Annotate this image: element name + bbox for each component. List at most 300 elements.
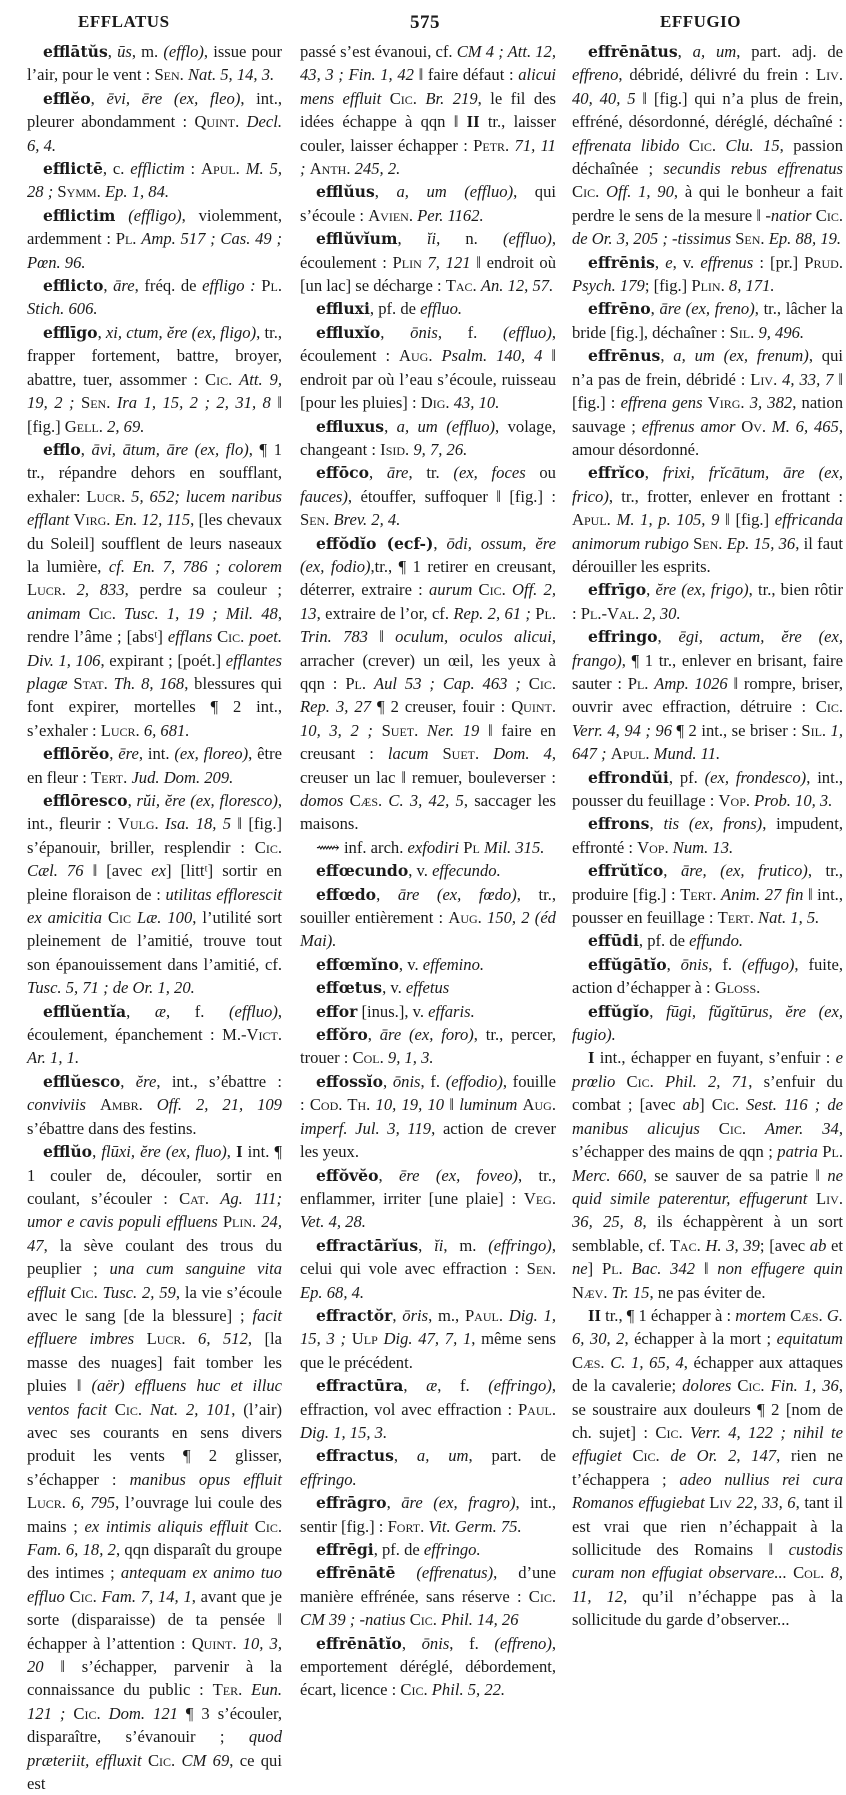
definition-text: , emportement déréglé, débordement, écart, licence : — [300, 1633, 557, 1700]
latin-text: āre (ex, fragro) — [401, 1493, 516, 1513]
definition-text: II — [466, 112, 480, 132]
latin-text: effringo. — [423, 1540, 481, 1559]
dictionary-entry — [300, 180, 556, 227]
latin-text: āre (ex, foro) — [379, 1025, 474, 1045]
headword: effœcundo — [316, 861, 409, 881]
latin-text: xi, ctum, ĕre (ex, fligo) — [105, 322, 257, 342]
latin-text: (ex, frondesco) — [704, 767, 807, 787]
dictionary-entry — [27, 321, 282, 438]
definition-text: , — [663, 861, 681, 881]
definition-text: ‖ — [444, 1095, 460, 1115]
dictionary-entry — [300, 297, 556, 320]
latin-text: rŭi, ĕre (ex, floresco) — [136, 791, 278, 810]
headword: effringo — [588, 627, 658, 647]
definition-text: int., échapper en fuyant, s’enfuir : — [594, 1048, 836, 1068]
latin-text: ēre — [118, 744, 139, 764]
latin-text: animam — [27, 603, 89, 623]
headword: effœmĭno — [316, 954, 399, 974]
latin-text: a, um (effluo) — [396, 182, 514, 202]
definition-text: ‖ endroit par où l’eau s’écoule, ruisseau [pour les pluies] : — [300, 346, 557, 413]
author-citation: Næv. — [572, 1282, 612, 1302]
definition-text: , m. — [443, 1235, 489, 1255]
latin-text: ēre (ex, foveo) — [398, 1165, 519, 1185]
definition-text: , échapper aux attaques de la cavalerie; — [572, 1352, 843, 1396]
latin-text: (effugo) — [741, 954, 795, 974]
definition-text: , qqn disparaît du groupe des intimes ; — [27, 1540, 282, 1583]
latin-text: 36, 25, 8 — [572, 1212, 643, 1232]
headword: effrēnātē — [316, 1563, 396, 1583]
author-citation: Prud. — [804, 252, 843, 272]
latin-text: M. 1, p. 105, 9 — [616, 510, 720, 530]
latin-text: adeo nullius rei cura Romanos effugiebat — [572, 1469, 843, 1513]
definition-text: ‖ faire défaut : — [413, 65, 519, 85]
definition-text: , — [666, 954, 681, 974]
author-citation: Apul. — [201, 159, 246, 179]
latin-text: ex intimis aliquis effluit — [84, 1516, 255, 1536]
latin-text: (effluo) — [503, 322, 552, 342]
latin-text: 40, 40, 5 — [572, 88, 636, 108]
latin-text: ab — [682, 1095, 700, 1115]
definition-text: : — [184, 159, 202, 179]
definition-text: , [la masse des nuages] fait tomber les pluies ‖ — [27, 1329, 283, 1396]
definition-text: , int., pleurer abondamment : — [27, 88, 282, 132]
author-citation: Cic. — [815, 697, 843, 717]
author-citation: Plin. — [691, 276, 729, 296]
latin-text: effecundo. — [432, 861, 501, 881]
latin-text: Off. 1, 90 — [605, 182, 674, 202]
column-1 — [27, 40, 282, 1795]
definition-text: , v. — [398, 954, 423, 974]
latin-text: ab — [809, 1235, 827, 1255]
headword: efflŭvĭum — [316, 229, 398, 249]
author-citation: Pl. — [822, 1142, 844, 1162]
latin-text: Tusc. 5, 71 ; de Or. 1, 20. — [27, 978, 195, 998]
latin-text: Mund. 11. — [653, 744, 721, 764]
author-citation: Cic. — [528, 1586, 556, 1606]
latin-text: Vit. Germ. 75. — [428, 1516, 522, 1536]
definition-text: , f. — [420, 1071, 446, 1091]
author-citation: Apul. — [572, 510, 617, 530]
definition-text: , fréq. de — [134, 276, 203, 296]
headword: effluxĭo — [316, 322, 381, 342]
latin-text: effemino. — [422, 954, 485, 974]
latin-text: 22, 33, 6 — [736, 1493, 796, 1513]
latin-text: Verr. 4, 94 ; 96 — [572, 720, 673, 740]
latin-text: (ex, floreo) — [174, 744, 249, 764]
author-citation: Cic. — [632, 1446, 671, 1466]
latin-text: Stich. 606. — [27, 299, 98, 319]
dictionary-entry — [300, 836, 556, 859]
author-citation: Gloss. — [714, 978, 761, 998]
author-citation: Apul. — [610, 744, 654, 764]
dictionary-entry — [300, 40, 556, 180]
author-citation: Tert. — [91, 767, 132, 787]
dictionary-entry — [300, 1374, 556, 1444]
definition-text: , à qui le bonheur a fait perdre le sens de la mesure ‖ — [572, 182, 843, 225]
definition-text: , arracher (crever) un œil, les yeux à qqn : — [300, 627, 556, 693]
latin-text: Dig. 1, 15, 3. — [300, 1422, 388, 1442]
author-citation: Lucr. — [27, 580, 77, 600]
author-citation: Dig. — [420, 393, 454, 413]
definition-text: , rendre l’âme ; [absᵗ] — [27, 603, 282, 647]
latin-text: (effodio) — [445, 1071, 503, 1091]
latin-text: Tusc. 1, 19 ; Mil. 48 — [124, 603, 278, 623]
latin-text: facit effluere imbres — [27, 1305, 282, 1349]
definition-text: ‖ [fig.] — [27, 393, 282, 436]
author-citation: Fort. — [387, 1516, 429, 1536]
author-citation: Ambr. — [99, 1095, 157, 1115]
definition-text: , tr., frapper fortement, battre, broyer, abattre, tuer, assommer : — [27, 322, 282, 389]
latin-text: Isa. 18, 5 — [164, 814, 232, 834]
definition-text: , — [657, 627, 679, 647]
author-citation: Paul. — [517, 1399, 556, 1419]
definition-text: ‖ [fig.] — [719, 510, 775, 530]
definition-text: ‖ int., pousser en feuillage : — [572, 884, 843, 928]
author-citation: Suet. — [381, 720, 427, 740]
author-citation: Virg. — [73, 510, 115, 530]
definition-text: , — [397, 229, 427, 249]
latin-text: 10, 19, 10 — [375, 1095, 445, 1115]
headword: effractārĭus — [316, 1235, 419, 1255]
definition-text: , — [650, 299, 660, 319]
headword: effŏdĭo (ecf-) — [316, 533, 434, 553]
author-citation: Cic. — [478, 580, 512, 600]
definition-text: , — [649, 1001, 667, 1021]
latin-text: Aul 53 ; Cap. 463 ; — [373, 673, 529, 693]
latin-text: Verr. 4, 122 ; nihil te effugiet — [572, 1422, 844, 1466]
latin-text: aurum — [428, 580, 479, 600]
definition-text: tr., ¶ 1 échapper à : — [600, 1305, 736, 1325]
latin-text: Ep. 15, 36 — [726, 533, 796, 553]
dictionary-entry — [300, 1023, 556, 1070]
definition-text: ‖ faire en creusant : — [300, 720, 556, 764]
definition-text: ¶ 2 int., se briser : — [672, 720, 802, 740]
latin-text: Cæl. 76 — [27, 861, 84, 881]
author-citation: Tert. — [680, 884, 721, 904]
latin-text: Num. 13. — [672, 837, 734, 857]
page-number: 575 — [410, 12, 440, 33]
latin-text: æ — [426, 1376, 438, 1396]
latin-text: Nat. 5, 14, 3. — [187, 65, 275, 85]
latin-text: (ex, foces — [453, 463, 526, 483]
author-citation: Cæs. — [790, 1305, 827, 1325]
definition-text: , — [97, 322, 106, 342]
definition-text: , — [384, 416, 397, 436]
definition-text: , se soustraire aux douleurs ¶ 2 [nom de ch. sujet] : — [572, 1376, 843, 1442]
dictionary-entry — [27, 1000, 282, 1070]
definition-text: , — [226, 1142, 237, 1162]
latin-text: effreno — [572, 65, 619, 85]
latin-text: Ag. 111; umor e cavis populi effluens — [27, 1188, 283, 1232]
dictionary-entry — [572, 859, 843, 929]
definition-text: , — [433, 533, 447, 553]
headword: effluxus — [316, 416, 385, 436]
latin-text: Amer. 34 — [765, 1118, 839, 1138]
latin-text: ōnis — [410, 322, 438, 342]
latin-text: Ep. 88, 19. — [768, 229, 842, 249]
latin-text: e prœlio — [572, 1048, 843, 1091]
definition-text: , — [90, 88, 107, 108]
definition-text: , nation sauvage ; — [572, 393, 843, 436]
definition-text: , creuser un lac ‖ remuer, bouleverser : — [300, 744, 556, 787]
headword: effrēgi — [316, 1540, 374, 1559]
latin-text: Psych. 179 — [572, 276, 645, 296]
latin-text: frixi, frĭcātum, āre (ex, frico) — [572, 463, 843, 506]
author-citation: Quint. — [191, 1633, 243, 1653]
latin-text: 5, 652; lucem naribus efflant — [27, 486, 282, 530]
author-citation: Cic. — [70, 1282, 103, 1302]
author-citation: Ulp — [351, 1329, 384, 1349]
author-citation: Quint. — [511, 697, 556, 717]
author-citation: Cic. — [572, 182, 606, 202]
latin-text: Per. 1162. — [417, 205, 484, 225]
latin-text: Trin. 783 — [300, 627, 368, 647]
latin-text: Clu. 15 — [725, 135, 780, 155]
definition-text: : [pr.] — [753, 252, 805, 272]
headword: efflŭentĭa — [43, 1001, 127, 1021]
author-citation: Tac. — [445, 276, 481, 296]
definition-text: inf. arch. — [339, 837, 408, 857]
author-citation: Cic. — [147, 1750, 182, 1770]
latin-text: de Or. 2, 147 — [670, 1446, 777, 1466]
author-citation: Cic — [107, 908, 137, 928]
definition-text: , qui s’écoule : — [300, 182, 556, 225]
latin-text: 9, 496. — [758, 322, 805, 342]
latin-text: Psalm. 140, 4 — [441, 346, 543, 366]
latin-text: fūgi, fŭgĭtūrus, ĕre (ex, fugio). — [572, 1001, 843, 1045]
definition-text: , être en fleur : — [27, 744, 282, 787]
latin-text: Ira 1, 15, 2 ; 2, 31, 8 — [116, 393, 271, 413]
author-citation: Cic. — [389, 88, 426, 108]
latin-text: Nat. 2, 101 — [149, 1399, 232, 1419]
headword: effrĭco — [588, 463, 645, 483]
headword: effŭgĭo — [588, 1001, 650, 1021]
definition-text: , c. — [102, 159, 131, 179]
latin-text: e — [665, 252, 673, 272]
latin-text: āre — [113, 276, 135, 296]
latin-text: Ep. 1, 84. — [104, 182, 170, 202]
latin-text: CM 39 ; -natius — [300, 1610, 410, 1630]
latin-text: Off. 2, 21, 109 — [156, 1095, 282, 1115]
headword: effrēnis — [588, 252, 655, 272]
latin-text: Sest. 116 ; de manibus alicujus — [572, 1095, 843, 1138]
definition-text: , — [374, 182, 397, 202]
headword: efflātŭs — [43, 42, 108, 61]
dictionary-entry — [572, 40, 843, 251]
definition-text: , d’une manière effrénée, sans réserve : — [300, 1563, 556, 1606]
headword: efflīgo — [43, 322, 98, 342]
author-citation: Sen. — [735, 229, 769, 249]
latin-text: (effringo) — [488, 1376, 552, 1396]
definition-text: , le fil des idées échappe à qqn ‖ — [300, 88, 556, 132]
headword: efflōrĕo — [43, 744, 110, 764]
latin-text: M. 6, 465 — [771, 416, 839, 436]
latin-text: Jud. Dom. 209. — [131, 767, 234, 787]
latin-text: (effringo) — [488, 1235, 552, 1255]
author-citation: Liv. — [750, 369, 783, 389]
definition-text: , — [392, 1305, 403, 1325]
author-citation: Cic. — [69, 1586, 102, 1606]
author-citation: Cod. Th. — [309, 1095, 376, 1115]
author-citation: Pl. — [627, 673, 655, 693]
author-citation: Vulg. — [117, 814, 165, 834]
latin-text: (aër) effluens huc et illuc ventos facit — [27, 1376, 283, 1419]
latin-text: 2, 833 — [76, 580, 125, 600]
definition-text: , int., s’ébattre : — [156, 1071, 283, 1091]
author-citation: Aug. — [448, 908, 488, 928]
latin-text: dolores — [682, 1376, 738, 1396]
dictionary-entry — [300, 1491, 556, 1538]
definition-text: , fouille : — [300, 1071, 556, 1115]
headword: efflicto — [43, 276, 104, 296]
definition-text: , m., — [428, 1305, 465, 1325]
latin-text: Tusc. 2, 59 — [102, 1282, 176, 1302]
headword: efflĕo — [43, 88, 91, 108]
header-last-word: EFFUGIO — [660, 12, 741, 31]
latin-text: 9, 1, 3. — [387, 1048, 434, 1068]
author-citation: Pl.-Val. — [580, 603, 644, 623]
definition-text: , — [677, 42, 693, 61]
definition-text: , fuite, action d’échapper à : — [572, 954, 844, 998]
headword: effractŏr — [316, 1305, 393, 1325]
definition-text: , — [109, 744, 119, 764]
latin-text: effricanda animorum rubigo — [572, 510, 843, 553]
definition-text: , (l’air) avec ses courants en sens divers produit les vents ¶ 2 glisser, s’échapper : — [27, 1399, 282, 1489]
definition-text: ; [fig.] — [644, 276, 692, 296]
dictionary-entry — [27, 742, 282, 789]
definition-text: ‖ s’échapper, parvenir à la connaissance du public : — [27, 1657, 282, 1700]
definition-text: , part. adj. de — [736, 42, 844, 61]
author-citation: Cic. — [655, 1422, 690, 1442]
definition-text: , part. de — [468, 1446, 557, 1466]
definition-text: , ne pas éviter de. — [649, 1282, 766, 1302]
definition-text: , tr., percer, trouer : — [300, 1025, 556, 1068]
headword: effœtus — [316, 978, 383, 998]
definition-text: , m. — [131, 42, 164, 61]
latin-text: (effrenatus) — [416, 1563, 494, 1583]
headword: efflictē — [43, 159, 103, 179]
author-citation: Col. — [793, 1563, 831, 1583]
definition-text: , — [403, 1376, 427, 1396]
definition-text: , ils échappèrent à un sort semblable, cf. — [572, 1212, 843, 1255]
latin-text: (efflo) — [163, 42, 204, 61]
definition-text: , pf. de — [369, 299, 421, 319]
definition-text: , ce qui est — [27, 1750, 282, 1794]
author-citation: Pl. — [115, 229, 142, 249]
definition-text: ‖ [avec — [83, 861, 152, 881]
definition-text: , extraire de l’or, cf. — [316, 603, 454, 623]
latin-text: a, um — [692, 42, 737, 61]
author-citation: Pl. — [261, 276, 282, 296]
definition-text: , — [369, 463, 387, 483]
latin-text: Rep. 3, 27 — [300, 697, 372, 717]
latin-text: effaris. — [428, 1001, 475, 1021]
latin-text: conviviis — [27, 1095, 100, 1115]
definition-text: ‖ rompre, briser, ouvrir avec effraction, détruire : — [572, 673, 843, 717]
latin-text: patria — [777, 1142, 823, 1162]
author-citation: Vop. — [718, 791, 755, 810]
latin-text: oculum, oculos alicui — [395, 627, 552, 647]
latin-text: efflictim — [130, 159, 185, 179]
definition-text: , volage, changeant : — [300, 416, 556, 459]
headword: effŏvĕo — [316, 1165, 379, 1185]
dictionary-entry — [300, 1000, 556, 1023]
latin-text: Ep. 68, 4. — [300, 1282, 365, 1302]
latin-text: effrenus amor — [641, 416, 742, 436]
definition-text: , f. — [166, 1001, 230, 1021]
latin-text: C. 3, 42, 5 — [388, 791, 464, 810]
dictionary-entry — [27, 204, 282, 274]
latin-text: ne quid simile paterentur, effugerunt — [572, 1165, 843, 1208]
author-citation: Cic. — [688, 135, 726, 155]
definition-text: , — [646, 580, 656, 600]
dictionary-entry — [27, 87, 282, 157]
latin-text: æ — [154, 1001, 166, 1021]
author-citation: M.-Vict. — [222, 1025, 282, 1045]
definition-text: , pf. de — [373, 1540, 424, 1559]
author-citation: Sen. — [693, 533, 727, 553]
latin-text: 9, 7, 26. — [413, 439, 468, 459]
dictionary-entry — [300, 1234, 556, 1304]
latin-text: equitatum — [776, 1329, 843, 1349]
author-citation: Ov. — [741, 416, 772, 436]
definition-text: , — [107, 42, 118, 61]
definition-text: , se sauver de sa patrie ‖ — [642, 1165, 828, 1185]
author-citation: Liv. — [816, 1188, 843, 1208]
latin-text: manibus opus effluit — [129, 1469, 282, 1489]
definition-text: , celui qui vole avec effraction : — [300, 1235, 556, 1279]
definition-text: , tr., enflammer, irriter [une plaie] : — [300, 1165, 556, 1208]
latin-text: utilitas efflorescit ex amicitia — [27, 884, 282, 928]
latin-text: 4, 33, 7 — [782, 369, 834, 389]
author-citation: Cic. — [88, 603, 125, 623]
definition-text: s’ébattre dans des festins. — [27, 1118, 197, 1138]
definition-text: , passion déchaînée ; — [572, 135, 843, 179]
author-citation: Gell. — [64, 416, 108, 436]
dictionary-entry — [300, 1304, 556, 1374]
definition-text: , — [126, 1001, 155, 1021]
author-citation: Pl. — [345, 673, 374, 693]
latin-text: Anim. 27 fin — [720, 884, 804, 904]
definition-text: et — [826, 1235, 844, 1255]
latin-text: āre (ex, fœdo) — [397, 884, 517, 904]
definition-text: , — [383, 1071, 393, 1091]
author-citation: Liv. — [816, 65, 843, 85]
headword: effrīgo — [588, 580, 647, 600]
latin-text: 71, 11 ; — [300, 135, 556, 179]
latin-text: quod præteriit, effluxit — [27, 1727, 282, 1770]
definition-text: , n. — [436, 229, 504, 249]
latin-text: 6, 681. — [143, 720, 190, 740]
latin-text: 10, 3, 2 ; — [300, 720, 382, 740]
latin-text: ne — [572, 1259, 588, 1279]
latin-text: Prob. 10, 3. — [754, 791, 833, 810]
definition-text: , échapper à la mort ; — [624, 1329, 777, 1349]
definition-text: ,tr., ¶ 1 retirer en creusant, déterrer, extraire : — [300, 556, 556, 600]
latin-text: domos — [300, 791, 350, 810]
latin-text: cf. En. 7, 786 ; colorem — [108, 556, 282, 576]
dictionary-entry — [300, 953, 556, 976]
latin-text: Brev. 2, 4. — [333, 510, 401, 530]
latin-text: 150, 2 (éd Mai). — [300, 908, 556, 951]
latin-text: flūxi, ĕre (ex, fluo) — [101, 1142, 227, 1162]
definition-text: ‖ [fig.] s’épanouir, briller, resplendir : — [27, 814, 283, 857]
definition-text: ‖ — [367, 627, 396, 647]
definition-text: , action de crever les yeux. — [300, 1118, 556, 1162]
author-citation: Tert. — [717, 908, 758, 928]
definition-text: , pf. de — [638, 931, 690, 951]
latin-text: Vet. 4, 28. — [300, 1212, 366, 1232]
